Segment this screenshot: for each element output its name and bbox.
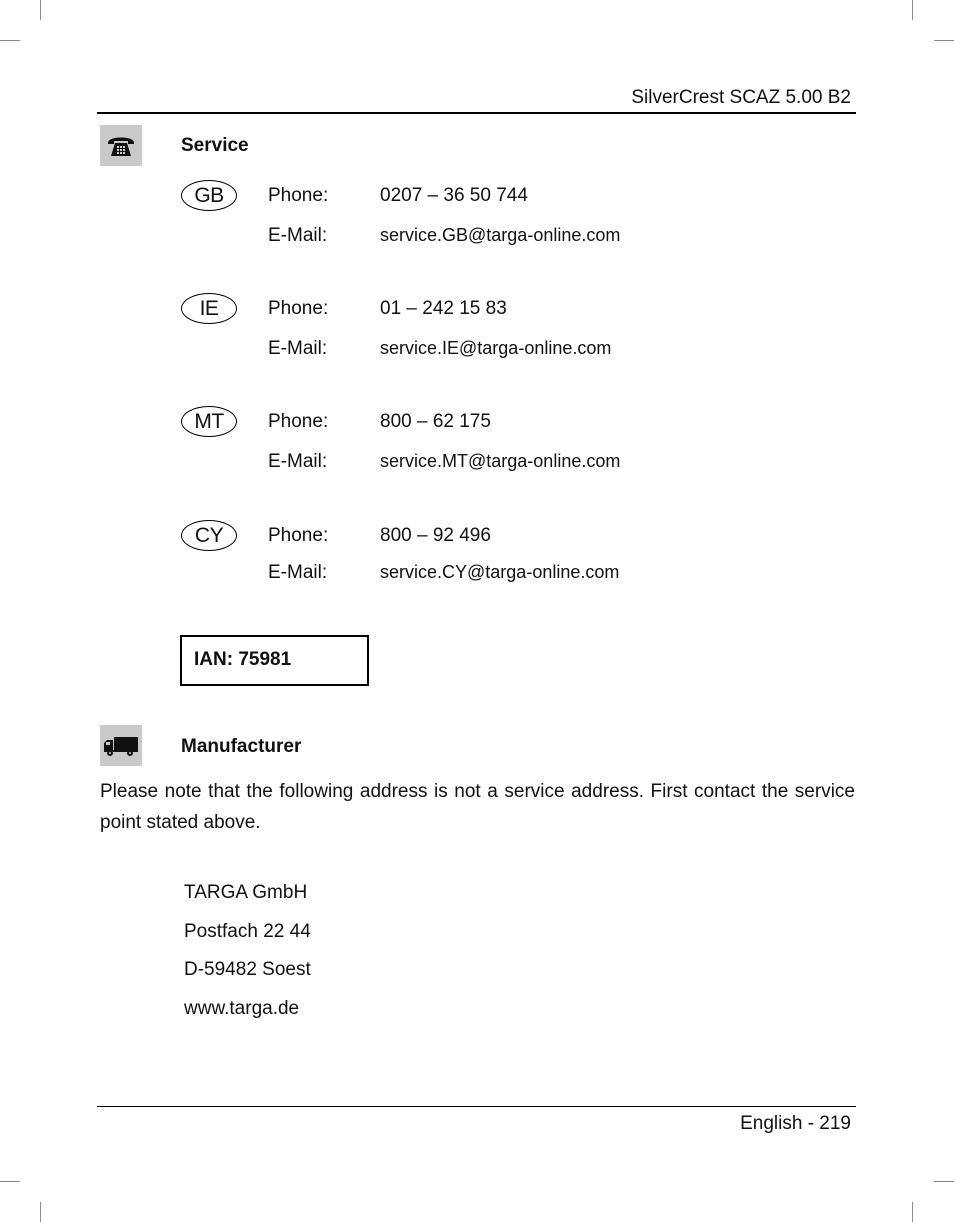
header-rule [97,112,856,114]
crop-mark [912,1202,913,1222]
country-badge-mt: MT [181,406,237,437]
page-number: English - 219 [740,1113,851,1134]
phone-number-mt: 800 – 62 175 [380,411,491,432]
manufacturer-heading: Manufacturer [181,736,302,757]
address-company: TARGA GmbH [184,882,308,903]
country-badge-ie: IE [181,293,237,324]
truck-icon [100,725,142,766]
phone-label: Phone: [268,411,329,432]
address-city: D-59482 Soest [184,959,311,980]
phone-number-cy: 800 – 92 496 [380,525,491,546]
phone-label: Phone: [268,298,329,319]
email-address-ie[interactable]: service.IE@targa-online.com [380,338,612,358]
crop-mark [40,0,41,20]
email-label: E-Mail: [268,225,328,246]
phone-number-ie: 01 – 242 15 83 [380,298,507,319]
address-website[interactable]: www.targa.de [184,998,300,1019]
document-header-title: SilverCrest SCAZ 5.00 B2 [631,87,851,108]
crop-mark [934,1181,954,1182]
manufacturer-note: Please note that the following address is not a service address. First contact the service point stated above. [100,781,855,833]
email-label: E-Mail: [268,562,328,583]
crop-mark [934,40,954,41]
phone-number-gb: 0207 – 36 50 744 [380,185,528,206]
country-badge-gb: GB [181,180,237,211]
email-address-cy[interactable]: service.CY@targa-online.com [380,562,620,582]
telephone-icon [100,125,142,166]
email-address-gb[interactable]: service.GB@targa-online.com [380,225,621,245]
phone-label: Phone: [268,525,329,546]
crop-mark [40,1202,41,1222]
phone-label: Phone: [268,185,329,206]
service-heading: Service [181,135,249,156]
email-label: E-Mail: [268,451,328,472]
country-badge-cy: CY [181,520,237,551]
crop-mark [912,0,913,20]
ian-number: IAN: 75981 [194,649,292,670]
email-label: E-Mail: [268,338,328,359]
crop-mark [0,1181,20,1182]
email-address-mt[interactable]: service.MT@targa-online.com [380,451,621,471]
footer-rule [97,1106,856,1107]
crop-mark [0,40,20,41]
ian-box [180,635,369,686]
address-postfach: Postfach 22 44 [184,921,311,942]
